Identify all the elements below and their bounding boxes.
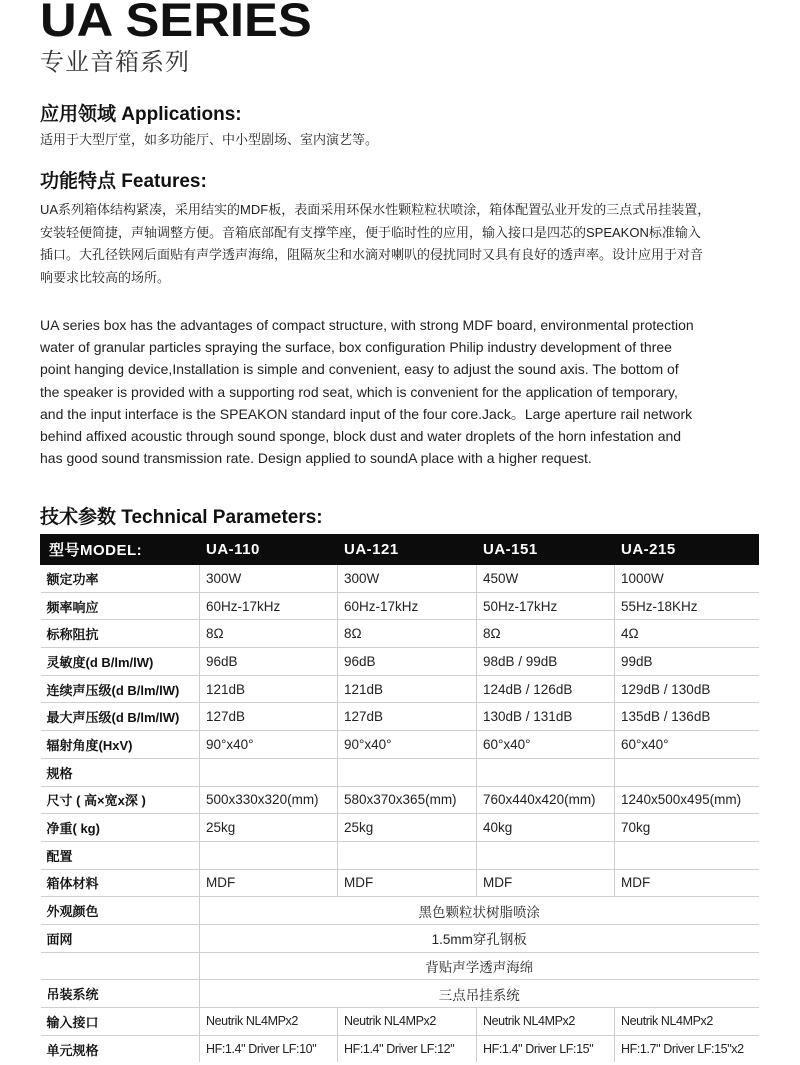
en-line: and the input interface is the SPEAKON standard input of the four core.Jack。Large aperture rail network bbox=[40, 405, 693, 422]
applications-heading: 应用领域 Applications: bbox=[40, 104, 242, 125]
cell: 99dB bbox=[615, 648, 759, 676]
table-row bbox=[41, 592, 759, 620]
cell: HF:1.4" Driver LF:10" bbox=[200, 1035, 338, 1062]
cell: 40kg bbox=[477, 814, 615, 842]
en-line: point hanging device,Installation is simple and convenient, easy to adjust the sound axis. The bottom of bbox=[40, 361, 679, 378]
row-label: 输入接口 bbox=[41, 1008, 200, 1036]
cell-merged: 三点吊挂系统 bbox=[200, 980, 759, 1008]
cell: 60Hz-17kHz bbox=[200, 592, 338, 620]
table-row bbox=[41, 814, 759, 842]
row-label: 额定功率 bbox=[41, 565, 200, 593]
row-label: 尺寸 ( 高×宽x深 ) bbox=[41, 786, 200, 814]
cell: 8Ω bbox=[338, 620, 477, 648]
cell: 60°x40° bbox=[477, 731, 615, 759]
zh-line: 安装轻便简捷，声轴调整方便。音箱底部配有支撑竿座，便于临时性的应用，输入接口是四芯的SPEAKON标准输入 bbox=[40, 224, 701, 240]
row-label: 最大声压级(d B/lm/lW) bbox=[41, 703, 200, 731]
applications-text: 适用于大型厅堂，如多功能厅、中小型剧场、室内演艺等。 bbox=[40, 132, 379, 147]
cell-merged: 背贴声学透声海绵 bbox=[200, 952, 759, 980]
cell: Neutrik NL4MPx2 bbox=[477, 1008, 615, 1036]
cell: 70kg bbox=[615, 814, 759, 842]
technical-heading: 技术参数 Technical Parameters: bbox=[40, 507, 323, 528]
cell: 60Hz-17kHz bbox=[338, 592, 477, 620]
cell: 121dB bbox=[200, 675, 338, 703]
cell: 580x370x365(mm) bbox=[338, 786, 477, 814]
cell: Neutrik NL4MPx2 bbox=[338, 1008, 477, 1036]
table-row bbox=[41, 841, 759, 869]
row-label: 辐射角度(HxV) bbox=[41, 731, 200, 759]
table-row bbox=[41, 565, 759, 593]
table-row bbox=[41, 675, 759, 703]
cell bbox=[615, 758, 759, 786]
row-label: 单元规格 bbox=[41, 1035, 200, 1062]
en-line: UA series box has the advantages of compact structure, with strong MDF board, environmental protection bbox=[40, 317, 694, 333]
cell: MDF bbox=[338, 869, 477, 897]
cell-merged: 1.5mm穿孔钢板 bbox=[200, 924, 759, 952]
cell: HF:1.4" Driver LF:15" bbox=[477, 1035, 615, 1062]
row-label: 规格 bbox=[41, 758, 200, 786]
zh-line: UA系列箱体结构紧凑，采用结实的MDF板，表面采用环保水性颗粒粒状喷涂，箱体配置弘业开发的三点式吊挂装置， bbox=[40, 202, 711, 217]
row-label: 净重( kg) bbox=[41, 814, 200, 842]
cell bbox=[338, 758, 477, 786]
cell: 300W bbox=[200, 565, 338, 593]
cell bbox=[338, 841, 477, 869]
row-label: 频率响应 bbox=[41, 592, 200, 620]
header-ua-110: UA-110 bbox=[200, 535, 338, 565]
cell: 8Ω bbox=[477, 620, 615, 648]
table-row bbox=[41, 980, 759, 1008]
cell: 130dB / 131dB bbox=[477, 703, 615, 731]
cell: 98dB / 99dB bbox=[477, 648, 615, 676]
cell: 450W bbox=[477, 565, 615, 593]
cell: 760x440x420(mm) bbox=[477, 786, 615, 814]
cell: MDF bbox=[477, 869, 615, 897]
cell: 8Ω bbox=[200, 620, 338, 648]
table-header-row bbox=[41, 535, 759, 565]
table-row bbox=[41, 897, 759, 925]
cell: 124dB / 126dB bbox=[477, 675, 615, 703]
table-row bbox=[41, 648, 759, 676]
table-row bbox=[41, 620, 759, 648]
cell: MDF bbox=[615, 869, 759, 897]
features-zh-paragraph bbox=[40, 199, 770, 289]
table-row bbox=[41, 731, 759, 759]
cell: 25kg bbox=[200, 814, 338, 842]
cell bbox=[615, 841, 759, 869]
table-row bbox=[41, 758, 759, 786]
series-subtitle: 专业音箱系列 bbox=[40, 49, 190, 76]
row-label: 吊装系统 bbox=[41, 980, 200, 1008]
cell: 127dB bbox=[200, 703, 338, 731]
cell: HF:1.7" Driver LF:15"x2 bbox=[615, 1035, 759, 1062]
en-line: water of granular particles spraying the surface, box configuration Philip industry development of three bbox=[40, 339, 672, 356]
cell: 96dB bbox=[338, 648, 477, 676]
cell: 55Hz-18KHz bbox=[615, 592, 759, 620]
row-label: 外观颜色 bbox=[41, 897, 200, 925]
en-line: behind affixed acoustic through sound sponge, block dust and water droplets of the horn infestation and bbox=[40, 428, 682, 445]
header-ua-121: UA-121 bbox=[338, 535, 477, 565]
features-en-paragraph bbox=[40, 314, 770, 469]
cell: 121dB bbox=[338, 675, 477, 703]
table-row bbox=[41, 703, 759, 731]
row-label: 标称阻抗 bbox=[41, 620, 200, 648]
series-title: UA SERIES bbox=[40, 0, 312, 46]
zh-line: 插口。大孔径铁网后面贴有声学透声海绵，阻隔灰尘和水滴对喇叭的侵扰同时又具有良好的透声率。设计应用于对音 bbox=[40, 247, 704, 262]
cell: 96dB bbox=[200, 648, 338, 676]
header-ua-215: UA-215 bbox=[615, 535, 759, 565]
technical-parameters-table bbox=[40, 534, 759, 1062]
cell: 1000W bbox=[615, 565, 759, 593]
cell: 90°x40° bbox=[338, 731, 477, 759]
cell: 50Hz-17kHz bbox=[477, 592, 615, 620]
cell: 1240x500x495(mm) bbox=[615, 786, 759, 814]
table-row bbox=[41, 1008, 759, 1036]
cell: 300W bbox=[338, 565, 477, 593]
table-row bbox=[41, 952, 759, 980]
cell: 129dB / 130dB bbox=[615, 675, 759, 703]
row-label: 灵敏度(d B/lm/lW) bbox=[41, 648, 200, 676]
row-label: 箱体材料 bbox=[41, 869, 200, 897]
zh-line: 响要求比较高的场所。 bbox=[40, 269, 171, 285]
cell-merged: 黑色颗粒状树脂喷涂 bbox=[200, 897, 759, 925]
cell: Neutrik NL4MPx2 bbox=[615, 1008, 759, 1036]
en-line: the speaker is provided with a supporting rod seat, which is convenient for the application of temporary, bbox=[40, 383, 678, 400]
row-label bbox=[41, 952, 200, 980]
row-label: 配置 bbox=[41, 841, 200, 869]
row-label: 面网 bbox=[41, 924, 200, 952]
cell: 135dB / 136dB bbox=[615, 703, 759, 731]
features-heading: 功能特点 Features: bbox=[40, 171, 207, 192]
cell bbox=[477, 841, 615, 869]
table-row bbox=[41, 924, 759, 952]
cell bbox=[200, 758, 338, 786]
cell: MDF bbox=[200, 869, 338, 897]
cell: 500x330x320(mm) bbox=[200, 786, 338, 814]
header-ua-151: UA-151 bbox=[477, 535, 615, 565]
cell bbox=[477, 758, 615, 786]
cell: 60°x40° bbox=[615, 731, 759, 759]
table-row bbox=[41, 786, 759, 814]
cell: 127dB bbox=[338, 703, 477, 731]
cell: HF:1.4" Driver LF:12" bbox=[338, 1035, 477, 1062]
table-row bbox=[41, 1035, 759, 1062]
cell: 4Ω bbox=[615, 620, 759, 648]
cell: 25kg bbox=[338, 814, 477, 842]
row-label: 连续声压级(d B/lm/lW) bbox=[41, 675, 200, 703]
en-line: has good sound transmission rate. Design applied to soundA place with a higher request. bbox=[40, 450, 592, 467]
cell: 90°x40° bbox=[200, 731, 338, 759]
cell bbox=[200, 841, 338, 869]
header-model: 型号MODEL: bbox=[41, 535, 200, 565]
table-row bbox=[41, 869, 759, 897]
cell: Neutrik NL4MPx2 bbox=[200, 1008, 338, 1036]
